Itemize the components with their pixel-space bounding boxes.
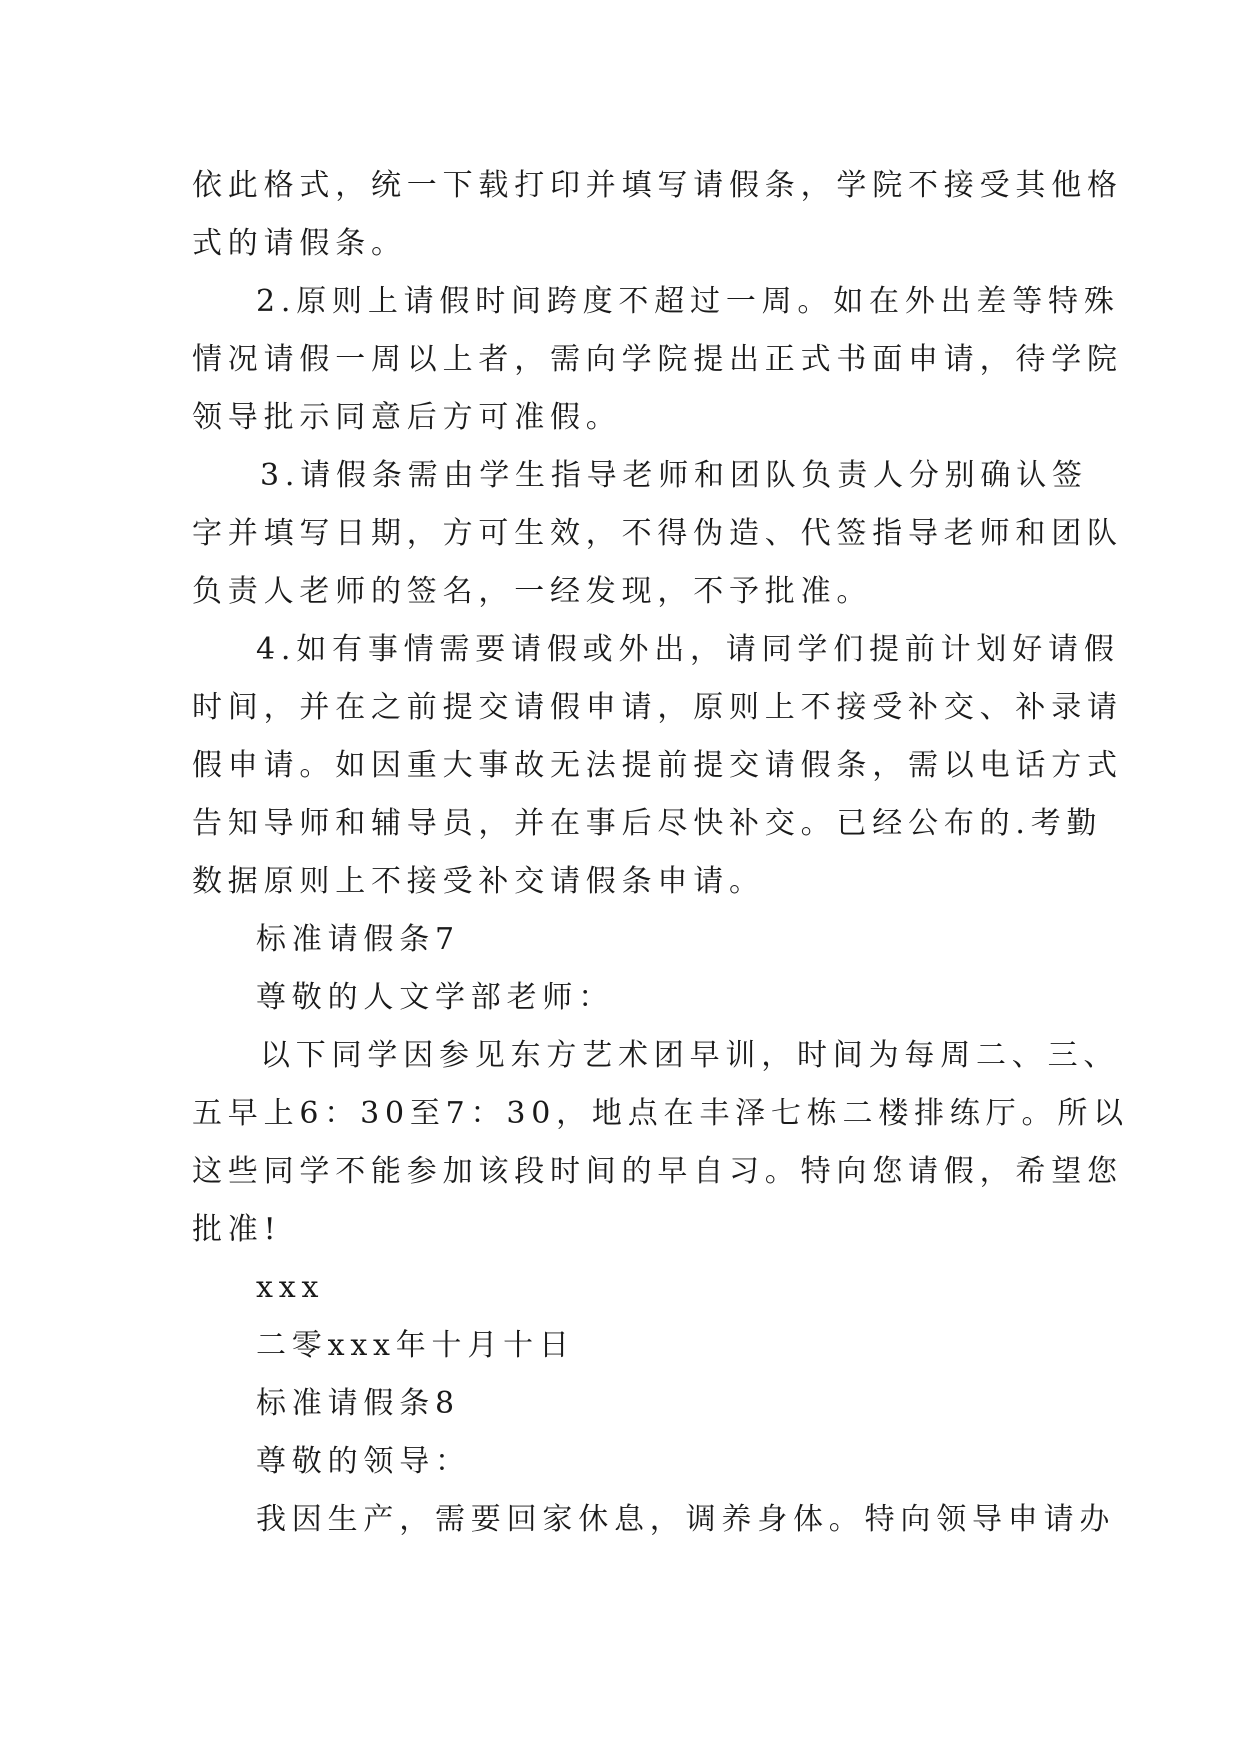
paragraph-line: 2.原则上请假时间跨度不超过一周。如在外出差等特殊 [256,284,1120,319]
paragraph-line: 假申请。如因重大事故无法提前提交请假条，需以电话方式 [192,748,1123,783]
paragraph-line: 3.请假条需由学生指导老师和团队负责人分别确认签 [260,458,1088,493]
paragraph-line: 负责人老师的签名，一经发现，不予批准。 [192,574,873,609]
paragraph-line: 4.如有事情需要请假或外出，请同学们提前计划好请假 [256,632,1120,667]
paragraph-line: 五早上6：30至7：30，地点在丰泽七栋二楼排练厅。所以 [192,1096,1129,1131]
salutation: 尊敬的领导： [256,1444,471,1479]
paragraph-line: 这些同学不能参加该段时间的早自习。特向您请假，希望您 [192,1154,1123,1189]
paragraph-line: 我因生产，需要回家休息，调养身体。特向领导申请办 [256,1502,1116,1537]
paragraph-line: 情况请假一周以上者，需向学院提出正式书面申请，待学院 [192,342,1123,377]
paragraph-line: 告知导师和辅导员，并在事后尽快补交。已经公布的.考勤 [192,806,1103,841]
paragraph-line: 式的请假条。 [192,226,407,261]
paragraph-line: 领导批示同意后方可准假。 [192,400,622,435]
paragraph-line: 依此格式，统一下载打印并填写请假条，学院不接受其他格 [192,168,1123,203]
salutation: 尊敬的人文学部老师： [256,980,614,1015]
paragraph-line: 时间，并在之前提交请假申请，原则上不接受补交、补录请 [192,690,1123,725]
signature-name: xxx [256,1270,325,1305]
section-heading: 标准请假条8 [256,1386,460,1421]
paragraph-line: 以下同学因参见东方艺术团早训，时间为每周二、三、 [260,1038,1120,1073]
paragraph-line: 数据原则上不接受补交请假条申请。 [192,864,765,899]
paragraph-line: 批准! [192,1212,282,1247]
signature-date: 二零xxx年十月十日 [256,1328,575,1363]
paragraph-line: 字并填写日期，方可生效，不得伪造、代签指导老师和团队 [192,516,1123,551]
section-heading: 标准请假条7 [256,922,460,957]
